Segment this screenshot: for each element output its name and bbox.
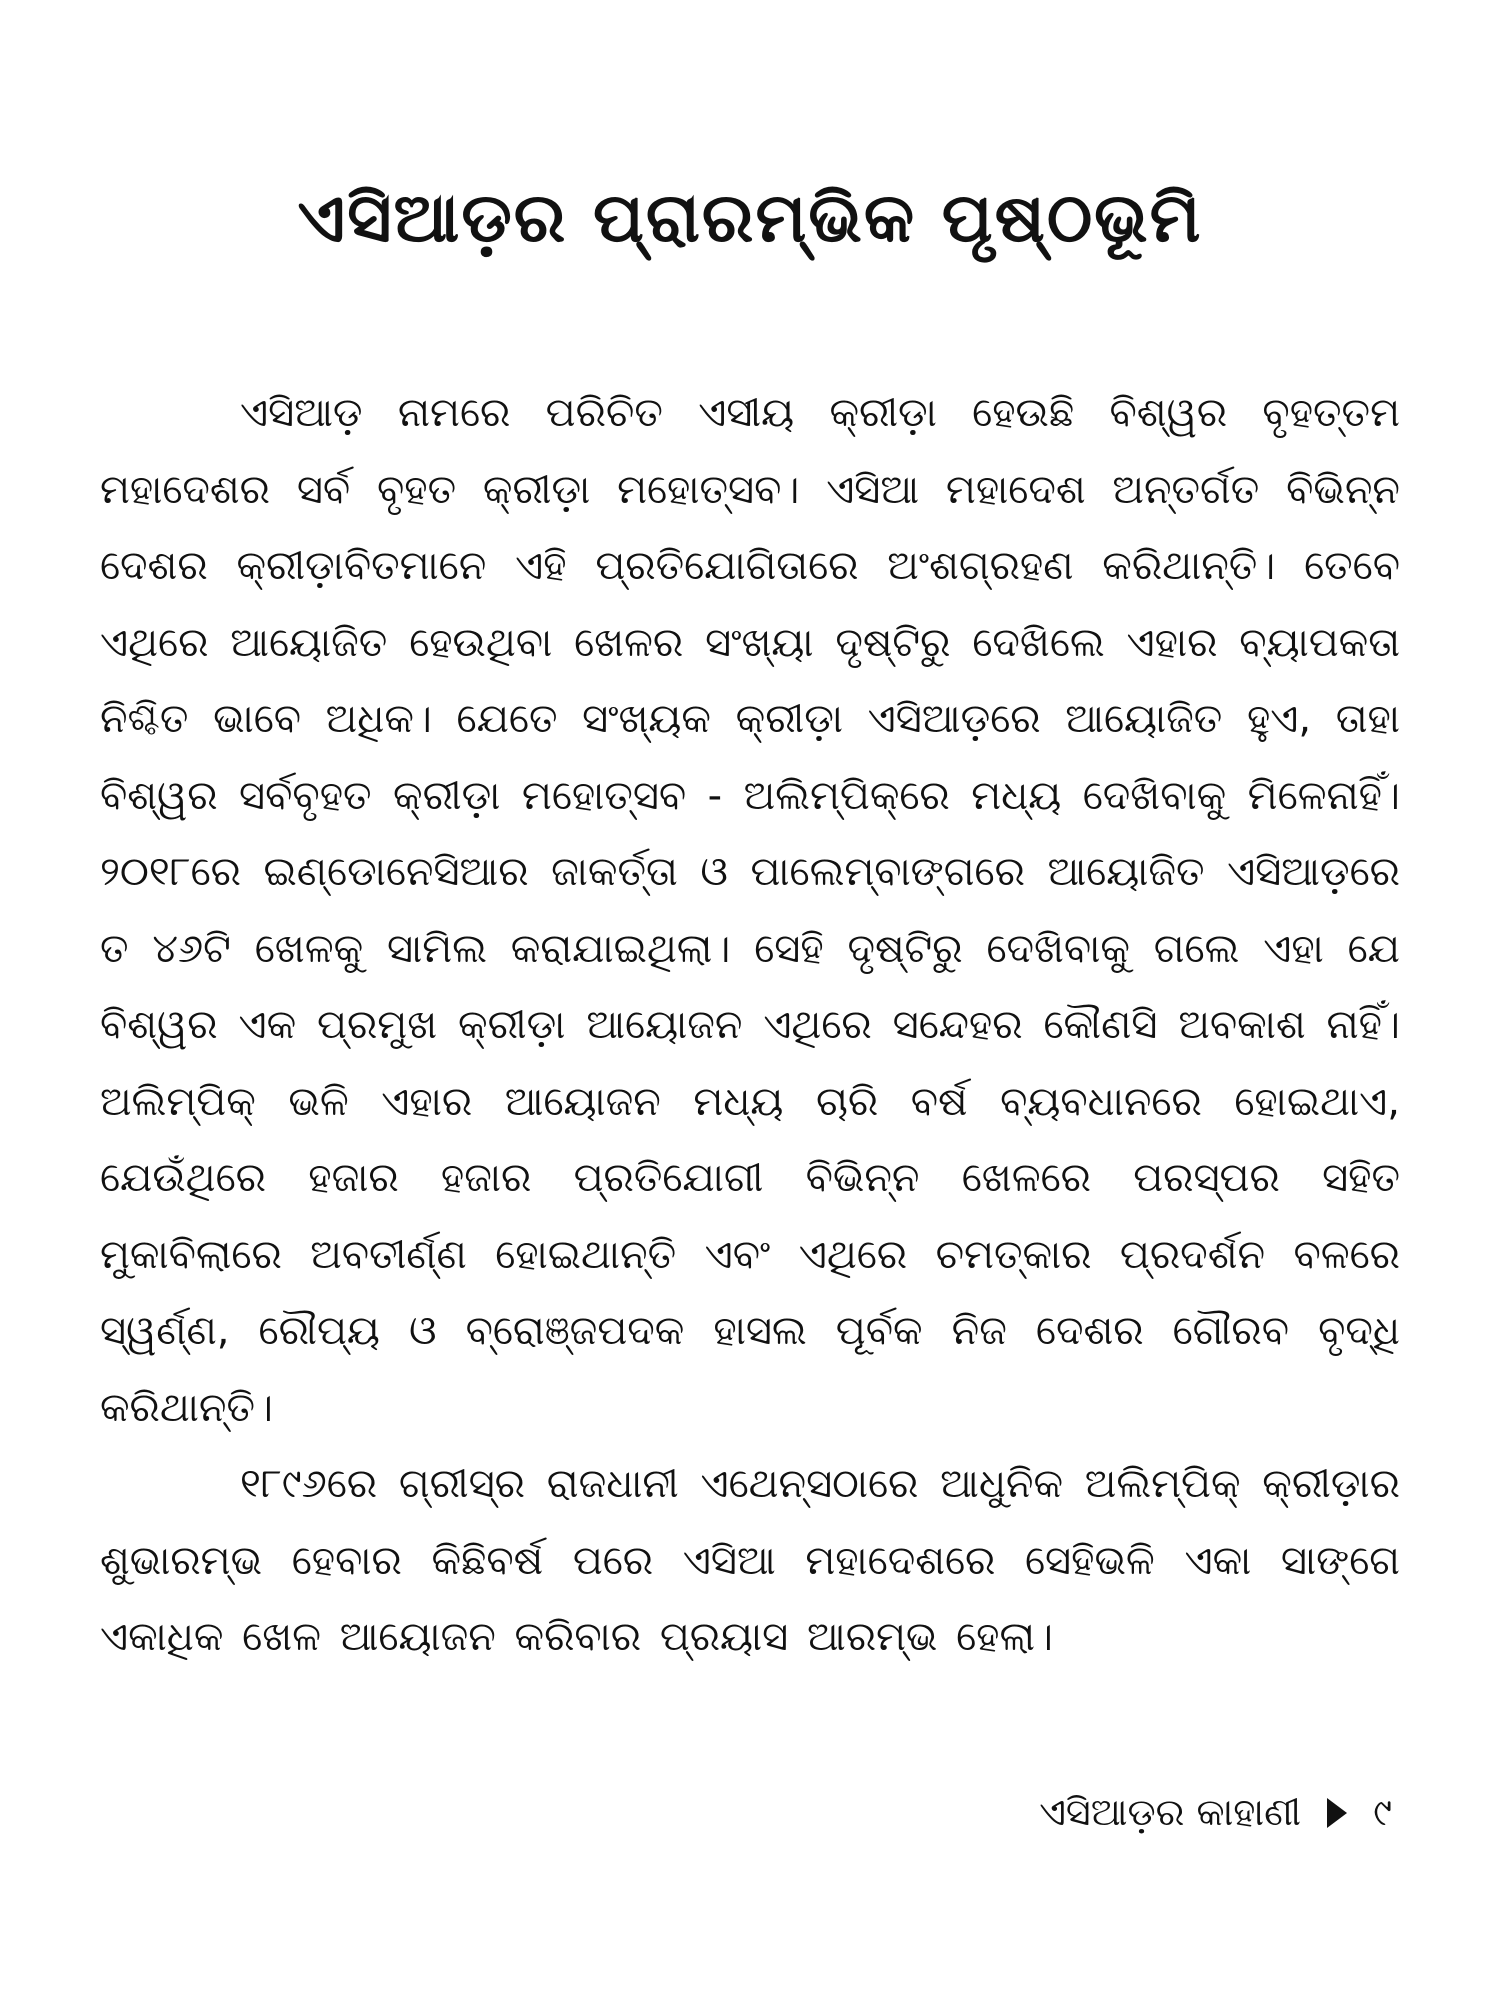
running-book-title: ଏସିଆଡ଼ର କାହାଣୀ [1039, 1790, 1302, 1834]
page-number: ୯ [1373, 1790, 1392, 1834]
paragraph-1: ଏସିଆଡ଼ ନାମରେ ପରିଚିତ ଏସୀୟ କ୍ରୀଡ଼ା ହେଉଛି ବିଶ୍ୱର ବୃହତ୍ତମ ମହାଦେଶର ସର୍ବ ବୃହତ କ୍ରୀଡ଼ା ମହୋତ୍ସବ। ଏସିଆ ମହାଦେଶ ଅନ୍ତର୍ଗତ ବିଭିନ୍ନ ଦେଶର କ୍ରୀଡ଼ାବିତମାନେ ଏହି ପ୍ରତିଯୋଗିତାରେ ଅଂଶଗ୍ରହଣ କରିଥାନ୍ତି। ତେବେ ଏଥିରେ ଆୟୋଜିତ ହେଉଥିବା ଖେଳର ସଂଖ୍ୟା ଦୃଷ୍ଟିରୁ ଦେଖିଲେ ଏହାର ବ୍ୟାପକତା ନିଶ୍ଚିତ ଭାବେ ଅଧିକ। ଯେତେ ସଂଖ୍ୟକ କ୍ରୀଡ଼ା ଏସିଆଡ଼ରେ ଆୟୋଜିତ ହୁଏ, ତାହା ବିଶ୍ୱର ସର୍ବବୃହତ କ୍ରୀଡ଼ା ମହୋତ୍ସବ - ଅଲିମ୍ପିକ୍‌ରେ ମଧ୍ୟ ଦେଖିବାକୁ ମିଳେନାହିଁ। ୨୦୧୮ରେ ଇଣ୍ଡୋନେସିଆର ଜାକର୍ତ୍ତା ଓ ପାଲେମ୍ବାଙ୍ଗରେ ଆୟୋଜିତ ଏସିଆଡ଼ରେ ତ ୪୬ଟି ଖେଳକୁ ସାମିଲ କରାଯାଇଥିଲା। ସେହି ଦୃଷ୍ଟିରୁ ଦେଖିବାକୁ ଗଲେ ଏହା ଯେ ବିଶ୍ୱର ଏକ ପ୍ରମୁଖ କ୍ରୀଡ଼ା ଆୟୋଜନ ଏଥିରେ ସନ୍ଦେହର କୌଣସି ଅବକାଶ ନାହିଁ। ଅଲିମ୍ପିକ୍ ଭଳି ଏହାର ଆୟୋଜନ ମଧ୍ୟ ଚାରି ବର୍ଷ ବ୍ୟବଧାନରେ ହୋଇଥାଏ, ଯେଉଁଥିରେ ହଜାର ହଜାର ପ୍ରତିଯୋଗୀ ବିଭିନ୍ନ ଖେଳରେ ପରସ୍ପର ସହିତ ମୁକାବିଲାରେ ଅବତୀର୍ଣ୍ଣ ହୋଇଥାନ୍ତି ଏବଂ ଏଥିରେ ଚମତ୍କାର ପ୍ରଦର୍ଶନ ବଳରେ ସ୍ୱର୍ଣ୍ଣ, ରୌପ୍ୟ ଓ ବ୍ରୋଞ୍ଜପଦକ ହାସଲ ପୂର୍ବକ ନିଜ ଦେଶର ଗୌରବ ବୃଦ୍ଧି କରିଥାନ୍ତି। [100, 390, 1400, 1431]
page-title: ଏସିଆଡ଼ର ପ୍ରାରମ୍ଭିକ ପୃଷ୍ଠଭୂମି [297, 179, 1203, 258]
body-text [100, 375, 1400, 1676]
page-footer [1039, 1790, 1392, 1835]
paragraph-2: ୧୮୯୬ରେ ଗ୍ରୀସ୍‌ର ରାଜଧାନୀ ଏଥେନ୍ସଠାରେ ଆଧୁନିକ ଅଲିମ୍ପିକ୍ କ୍ରୀଡ଼ାର ଶୁଭାରମ୍ଭ ହେବାର କିଛିବର୍ଷ ପରେ ଏସିଆ ମହାଦେଶରେ ସେହିଭଳି ଏକା ସାଙ୍ଗେ ଏକାଧିକ ଖେଳ ଆୟୋଜନ କରିବାର ପ୍ରୟାସ ଆରମ୍ଭ ହେଲା। [100, 1461, 1400, 1660]
play-arrow-icon [1327, 1798, 1347, 1828]
